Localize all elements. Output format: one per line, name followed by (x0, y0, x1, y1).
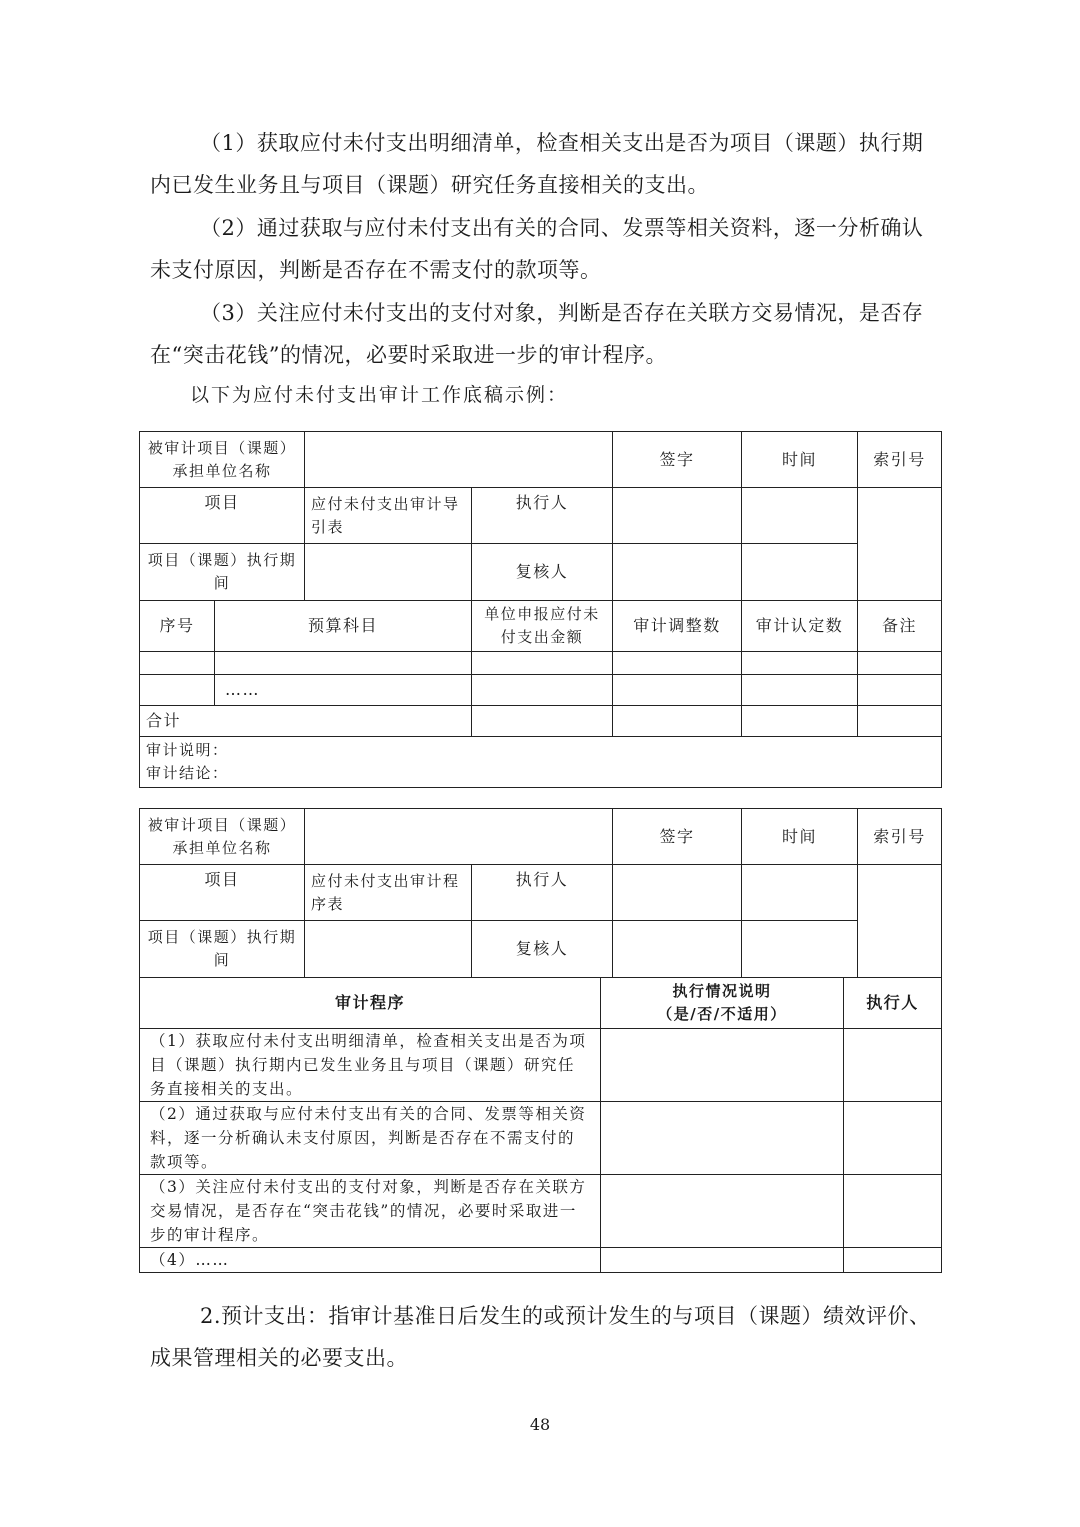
item-label: 项目 (140, 865, 305, 921)
sign-label: 签字 (613, 809, 742, 865)
audit-notes (140, 737, 942, 788)
item-label: 项目 (140, 488, 305, 544)
audit-explanation: 审计说明： (146, 741, 229, 759)
header-budget-subject: 预算科目 (215, 601, 472, 652)
table-row (140, 1029, 942, 1102)
index-no-cell (858, 488, 942, 601)
executor-label: 执行人 (472, 488, 613, 544)
executor-label: 执行人 (472, 865, 613, 921)
period-label: 项目（课题）执行期间 (140, 544, 305, 601)
guide-table (139, 431, 942, 788)
total-label: 合计 (140, 706, 472, 737)
paragraph-2: （2）通过获取与应付未付支出有关的合同、发票等相关资料，逐一分析确认未支付原因，判断是否存在不需支付的款项等。 (150, 216, 924, 282)
paragraph-1: （1）获取应付未付支出明细清单，检查相关支出是否为项目（课题）执行期内已发生业务且与项目（课题）研究任务直接相关的支出。 (150, 131, 924, 197)
executor-time-cell (742, 488, 858, 544)
procedure-2: （2）通过获取与应付未付支出有关的合同、发票等相关资料，逐一分析确认未支付原因，判断是否存在不需支付的款项等。 (140, 1102, 601, 1175)
paragraph-3: （3）关注应付未付支出的支付对象，判断是否存在关联方交易情况，是否存在“突击花钱”的情况，必要时采取进一步的审计程序。 (150, 301, 924, 367)
executor-time-cell (742, 865, 858, 921)
executor-sign-cell (613, 488, 742, 544)
reviewer-sign-cell (613, 544, 742, 601)
table-row (140, 1102, 942, 1175)
time-label: 时间 (742, 432, 858, 488)
procedure-1: （1）获取应付未付支出明细清单，检查相关支出是否为项目（课题）执行期内已发生业务且与项目（课题）研究任务直接相关的支出。 (140, 1029, 601, 1102)
period-label: 项目（课题）执行期间 (140, 921, 305, 978)
audited-unit-label: 被审计项目（课题）承担单位名称 (140, 809, 305, 865)
header-seq: 序号 (140, 601, 215, 652)
table-caption: 以下为应付未付支出审计工作底稿示例： (190, 384, 569, 406)
reviewer-label: 复核人 (472, 544, 613, 601)
audited-unit-label: 被审计项目（课题）承担单位名称 (140, 432, 305, 488)
time-label: 时间 (742, 809, 858, 865)
executor-sign-cell (613, 865, 742, 921)
header-confirmed: 审计认定数 (742, 601, 858, 652)
header-executor: 执行人 (844, 978, 942, 1029)
reviewer-time-cell (742, 544, 858, 601)
procedure-table (139, 808, 942, 1273)
sign-label: 签字 (613, 432, 742, 488)
index-no-label: 索引号 (858, 432, 942, 488)
paragraph-4: 2.预计支出：指审计基准日后发生的或预计发生的与项目（课题）绩效评价、成果管理相关的必要支出。 (150, 1304, 931, 1370)
header-procedure: 审计程序 (140, 978, 601, 1029)
reviewer-sign-cell (613, 921, 742, 978)
procedure-4: （4）…… (140, 1248, 601, 1273)
header-status: 执行情况说明 （是/否/不适用） (601, 978, 844, 1029)
header-remark: 备注 (858, 601, 942, 652)
page-number: 48 (529, 1415, 551, 1434)
period-value (305, 544, 472, 601)
index-no-cell (858, 865, 942, 978)
audited-unit-value (305, 809, 613, 865)
header-declared-amount: 单位申报应付未付支出金额 (472, 601, 613, 652)
table-row (140, 675, 942, 706)
table-row (140, 1175, 942, 1248)
period-value (305, 921, 472, 978)
header-adjustment: 审计调整数 (613, 601, 742, 652)
index-no-label: 索引号 (858, 809, 942, 865)
table-row (140, 652, 942, 675)
audit-conclusion: 审计结论： (146, 764, 229, 782)
audited-unit-value (305, 432, 613, 488)
reviewer-label: 复核人 (472, 921, 613, 978)
item-value: 应付未付支出审计导引表 (305, 488, 472, 544)
ellipsis-cell: …… (215, 675, 472, 706)
table-row (140, 1248, 942, 1273)
procedure-3: （3）关注应付未付支出的支付对象，判断是否存在关联方交易情况，是否存在“突击花钱”的情况，必要时采取进一步的审计程序。 (140, 1175, 601, 1248)
item-value: 应付未付支出审计程序表 (305, 865, 472, 921)
reviewer-time-cell (742, 921, 858, 978)
